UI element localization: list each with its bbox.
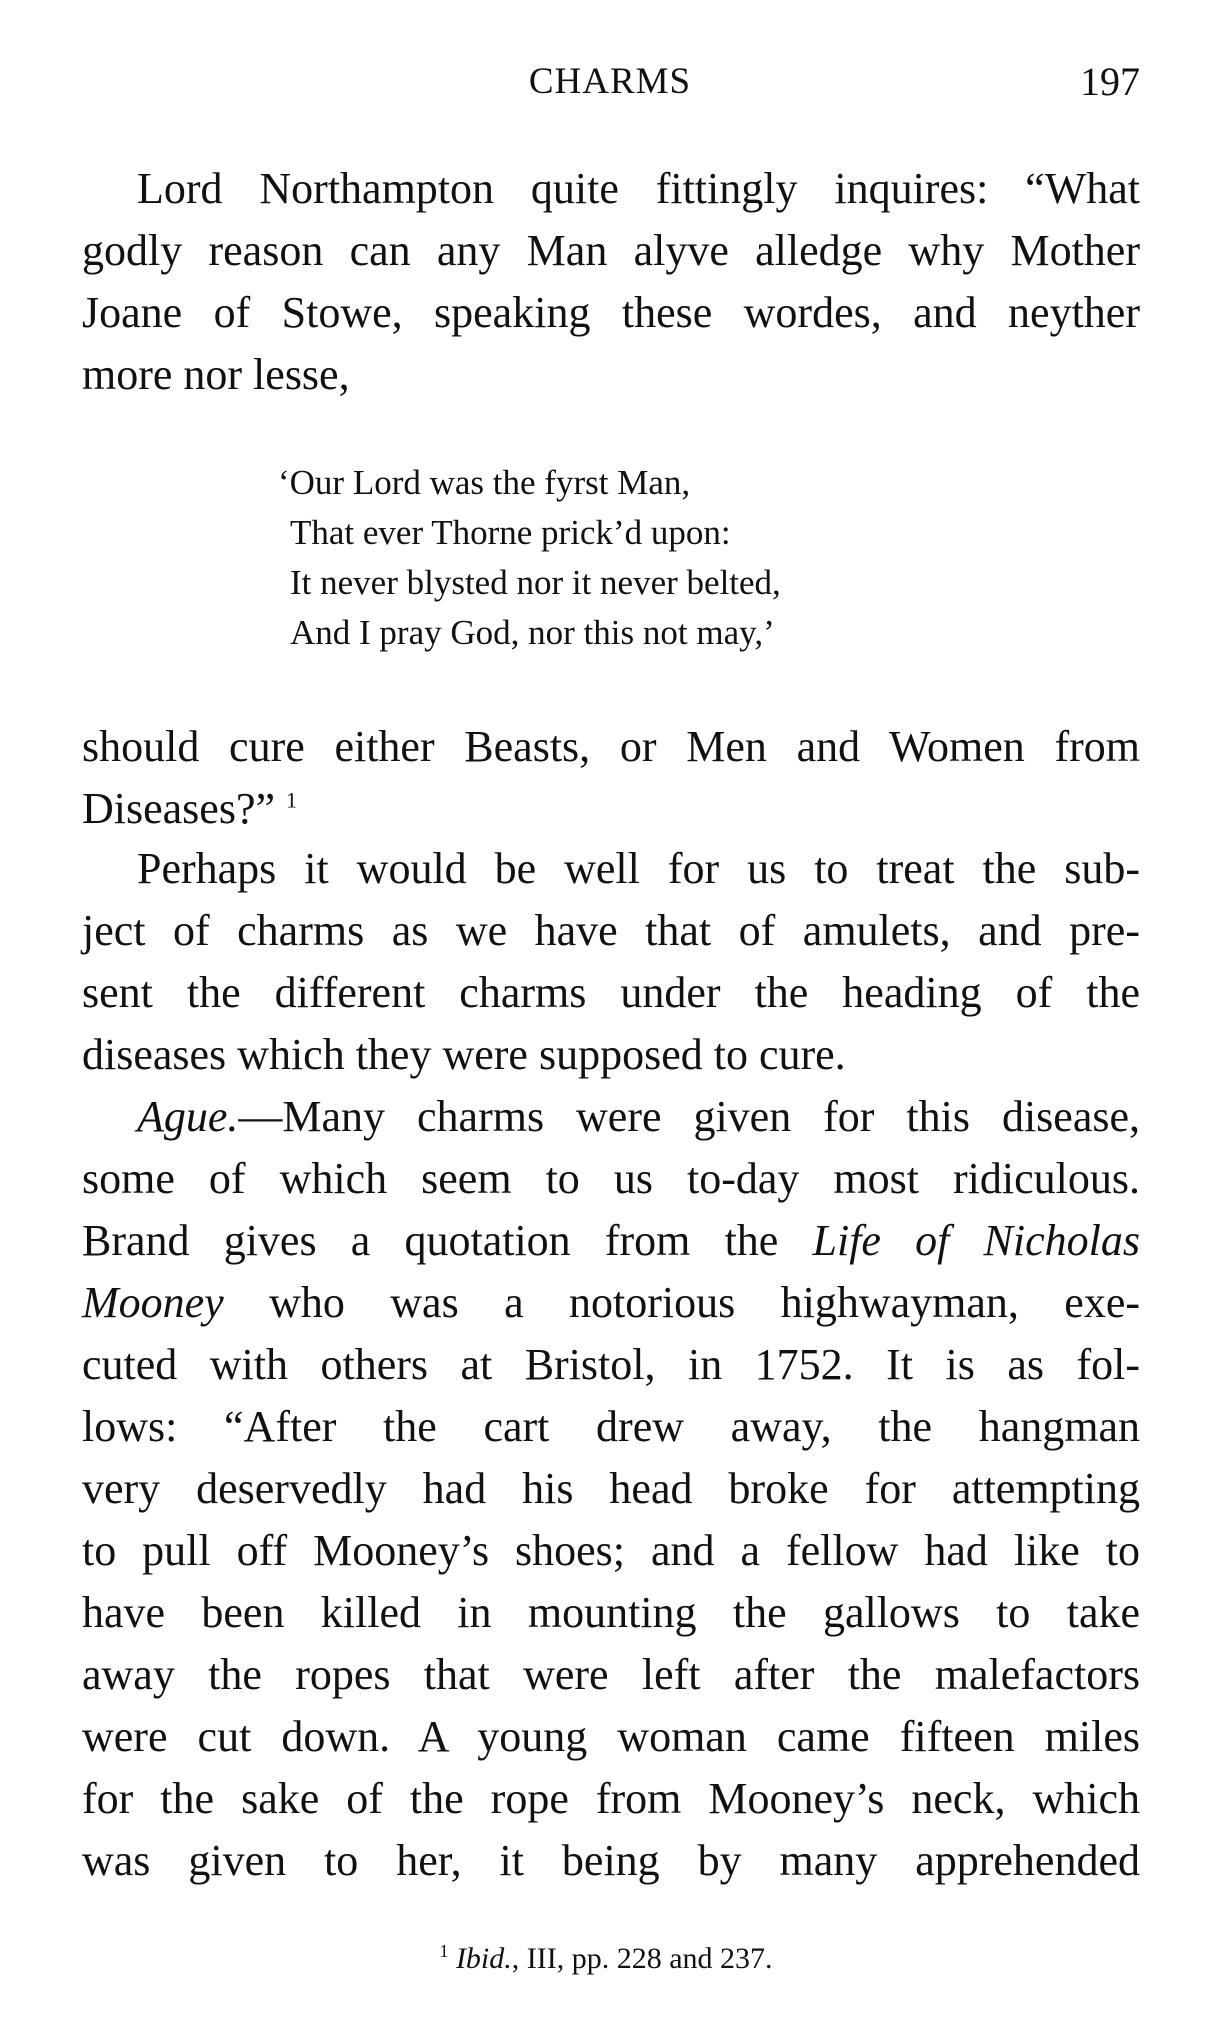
text-fragment: —Many charms were given for this disease,	[238, 1092, 1140, 1141]
text-line: were cut down. A young woman came fifteen miles	[82, 1712, 1140, 1761]
text-line: Perhaps it would be well for us to treat the sub-	[137, 844, 1140, 893]
text-line: was given to her, it being by many apprehended	[82, 1836, 1140, 1885]
text-line: for the sake of the rope from Mooney’s neck, which	[82, 1774, 1140, 1823]
footnote	[0, 1942, 1212, 1976]
text-fragment: Brand gives a quotation from the	[82, 1216, 813, 1265]
paragraph-ague	[82, 1086, 1140, 1892]
page-number: 197	[1080, 59, 1140, 104]
text-line: Lord Northampton quite fittingly inquires: “What	[137, 164, 1140, 213]
verse-quotation	[278, 458, 781, 658]
footnote-marker: 1	[439, 1941, 449, 1961]
paragraph-continuation	[82, 716, 1140, 840]
paragraph-northampton	[82, 158, 1140, 406]
text-line	[82, 778, 1140, 840]
text-fragment: Diseases?”	[82, 784, 276, 833]
verse-line: ‘Our Lord was the fyrst Man,	[278, 463, 691, 502]
text-line	[82, 1272, 1140, 1334]
text-line	[82, 1086, 1140, 1148]
verse-line: That ever Thorne prick’d upon:	[290, 513, 731, 552]
text-line: away the ropes that were left after the malefactors	[82, 1650, 1140, 1699]
text-line: diseases which they were supposed to cure.	[82, 1030, 846, 1079]
book-title: Life of Nicholas	[812, 1216, 1141, 1265]
footnote-text: , III, pp. 228 and 237.	[511, 1942, 773, 1975]
text-line: should cure either Beasts, or Men and Women from	[82, 722, 1140, 771]
text-line: lows: “After the cart drew away, the hangman	[82, 1402, 1140, 1451]
text-line: to pull off Mooney’s shoes; and a fellow had like to	[82, 1526, 1140, 1575]
text-line: godly reason can any Man alyve alledge why Mother	[82, 226, 1140, 275]
text-line: cuted with others at Bristol, in 1752. It is as fol-	[82, 1340, 1140, 1389]
running-title: CHARMS	[528, 61, 692, 102]
text-line: very deservedly had his head broke for attempting	[82, 1464, 1140, 1513]
running-head	[80, 52, 1140, 112]
text-line	[82, 1210, 1140, 1272]
text-line: some of which seem to us to-day most ridiculous.	[82, 1154, 1140, 1203]
section-heading-ague: Ague.	[137, 1092, 239, 1141]
paragraph-perhaps	[82, 838, 1140, 1086]
book-title: Mooney	[82, 1278, 224, 1327]
text-line: Joane of Stowe, speaking these wordes, and neyther	[82, 288, 1140, 337]
text-line: more nor lesse,	[82, 350, 350, 399]
footnote-reference: 1	[286, 787, 298, 813]
verse-line: It never blysted nor it never belted,	[290, 563, 781, 602]
text-line: ject of charms as we have that of amulets, and pre-	[82, 906, 1140, 955]
text-fragment: who was a notorious highwayman, exe-	[223, 1278, 1140, 1327]
text-line: sent the different charms under the heading of the	[82, 968, 1140, 1017]
verse-line: And I pray God, nor this not may,’	[290, 613, 775, 652]
footnote-source: Ibid.	[455, 1942, 512, 1975]
text-line: have been killed in mounting the gallows to take	[82, 1588, 1140, 1637]
